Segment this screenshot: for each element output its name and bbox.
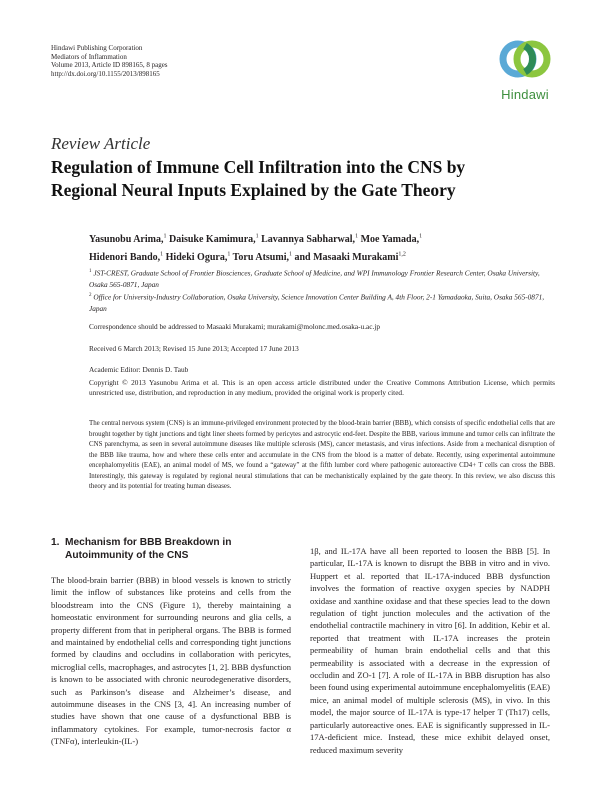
journal-header <box>51 44 168 78</box>
body-column-right <box>310 545 550 756</box>
author: Lavannya Sabharwal,$^1$ <box>261 234 359 246</box>
academic-editor: Academic Editor: Dennis D. Taub <box>89 365 189 374</box>
author: Daisuke Kamimura,$^1$ <box>168 234 259 246</box>
section-title-line-1: Mechanism for BBB Breakdown in <box>65 537 232 548</box>
author: Hidenori Bando,$^1$ <box>89 251 164 263</box>
paragraph: 1β, and IL-17A have all been reported to loosen the BBB [5]. In particular, IL-17A is known to disrupt the BBB in vitro and in vivo. Huppert et al. reported that IL-17A-induced BBB dysfunction involves the formation of reactive oxygen species by NADPH oxidase and xanthine oxidase and that these species lead to the down regulation of tight junction molecules and the activation of the endothelial contractile machinery in vitro [6]. In addition, Kebir et al. reported that treatment with IL-17A increases the protein permeability of human brain endothelial cells and that this permeability is associated with a decrease in the expression of occludin and ZO-1 [7]. A role of IL-17A in BBB disruption has also been found using experimental autoimmune encephalomyelitis (EAE) mice, an animal model of multiple sclerosis (MS), in vivo. In this model, the major source of IL-17A is type-17 helper T (Th17) cells, particularly autoreactive ones. EAE is significantly suppressed in IL-17A-deficient mice. Instead, these mice exhibit delayed onset, reduced maximum severity <box>310 546 550 755</box>
publisher-name: Hindawi Publishing Corporation <box>51 44 143 52</box>
hindawi-logo-mark <box>496 34 554 86</box>
body-column-left <box>51 574 291 748</box>
author: Toru Atsumi,$^1$ <box>232 251 292 263</box>
affiliation-1: $^1$ JST-CREST, Graduate School of Frontier Biosciences, Graduate School of Medicine, and WPI Immunology Frontier Research Center, Osaka University, Osaka 565-0871, Japan <box>89 268 540 289</box>
author: Moe Yamada,$^1$ <box>360 234 423 246</box>
correspondence: Correspondence should be addressed to Masaaki Murakami; murakami@molonc.med.osaka-u.ac.jp <box>89 322 381 331</box>
author: Yasunobu Arima,$^1$ <box>89 234 167 246</box>
paragraph: The blood-brain barrier (BBB) in blood vessels is known to strictly limit the inflow of substances like proteins and cells from the bloodstream into the CNS (Figure 1), thereby maintaining a homeostatic environment for surrounding neurons and glia cells, a property different from that in peripheral organs. The BBB is formed and maintained by endothelial cells and corresponding tight junctions formed by claudins and occludins in collaboration with pericytes, microglial cells, macrophages, and astrocytes [1, 2]. BBB dysfunction is known to be associated with chronic neurodegenerative disorders, such as Parkinson’s disease and Alzheimer’s disease, and autoimmune diseases in the CNS [3, 4]. An increasing number of studies have shown that one cause of a dysfunctional BBB is inflammatory cytokines. For example, tumor-necrosis factor α (TNFα), interleukin-(IL-) <box>51 575 291 747</box>
hindawi-logo-text: Hindawi <box>501 87 549 102</box>
section-title-line-2: Autoimmunity of the CNS <box>65 549 189 561</box>
abstract: The central nervous system (CNS) is an immune-privileged environment protected by the blood-brain barrier (BBB), which consists of specific endothelial cells that are brought together by tight junctions and tight liner sheets formed by pericytes and astrocytic end-feet. Despite the BBB, various immune and tumor cells can infiltrate the CNS parenchyma, as seen in several autoimmune diseases like multiple sclerosis (MS), cancer metastasis, and virus infections. Aside from a mechanical disruption of the BBB like trauma, how and where these cells enter and accumulate in the CNS from the blood is a matter of debate. Recently, using experimental autoimmune encephalomyelitis (EAE), an animal model of MS, we found a “gateway” at the fifth lumber cord where pathogenic autoreactive CD4+ T cells can cross the BBB. Interestingly, this gateway is regulated by regional neural stimulations that can be mechanistically explained by the gate theory. In this review, we also discuss this theory and its potential for treating human diseases. <box>89 420 555 490</box>
article-type: Review Article <box>51 134 151 153</box>
journal-name: Mediators of Inflammation <box>51 52 127 61</box>
volume-info: Volume 2013, Article ID 898165, 8 pages <box>51 61 168 70</box>
doi-link[interactable]: http://dx.doi.org/10.1155/2013/898165 <box>51 69 160 78</box>
author: and Masaaki Murakami$^{1,2}$ <box>294 251 406 263</box>
section-number: 1. <box>51 537 60 548</box>
copyright-notice: Copyright © 2013 Yasunobu Arima et al. This is an open access article distributed under the Creative Commons Attribution License, which permits unrestricted use, distribution, and reproduction in any medium, provided the original work is properly cited. <box>89 378 555 397</box>
section-heading <box>51 537 291 562</box>
article-title <box>51 156 551 202</box>
author-list <box>89 230 559 265</box>
title-line-1: Regulation of Immune Cell Infiltration into the CNS by <box>51 157 466 177</box>
hindawi-logo <box>496 34 554 106</box>
title-line-2: Regional Neural Inputs Explained by the Gate Theory <box>51 180 456 200</box>
article-dates: Received 6 March 2013; Revised 15 June 2013; Accepted 17 June 2013 <box>89 344 299 353</box>
affiliation-2: $^2$ Office for University-Industry Collaboration, Osaka University, Science Innovation Center Building A, 4th Floor, 2-1 Yamadaoka, Suita, Osaka 565-0871, Japan <box>89 292 545 313</box>
author: Hideki Ogura,$^1$ <box>165 251 231 263</box>
